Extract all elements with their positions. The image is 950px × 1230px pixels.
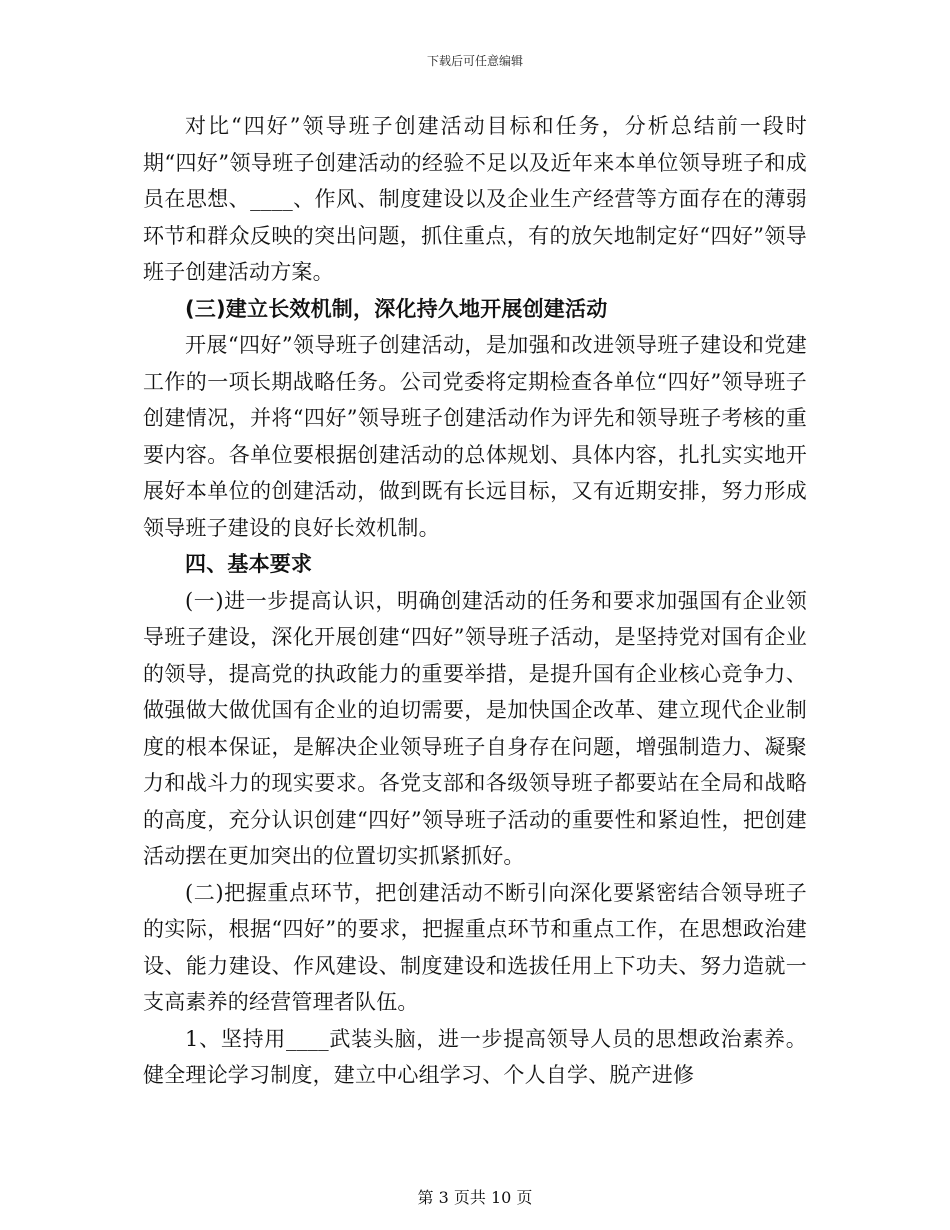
document-body xyxy=(143,108,807,1094)
section-heading-long-term-mechanism: (三)建立长效机制，深化持久地开展创建活动 xyxy=(185,296,608,321)
page-footer: 第 3 页共 10 页 xyxy=(417,1188,533,1207)
paragraph-key-links: (二)把握重点环节，把创建活动不断引向深化要紧密结合领导班子的实际，根据“四好”的要求，把握重点环节和重点工作，在思想政治建设、能力建设、作风建设、制度建设和选拔任用上下功夫、努力造就一支高素养的经营管理者队伍。 xyxy=(143,880,807,1014)
page-header: 下载后可任意编辑 xyxy=(426,54,523,68)
paragraph-raise-awareness: (一)进一步提高认识，明确创建活动的任务和要求加强国有企业领导班子建设，深化开展创建“四好”领导班子活动，是坚持党对国有企业的领导，提高党的执政能力的重要举措，是提升国有企业核心竞争力、做强做大做优国有企业的迫切需要，是加快国企改革、建立现代企业制度的根本保证，是解决企业领导班子自身存在问题，增强制造力、凝聚力和战斗力的现实要求。各党支部和各级领导班子都要站在全局和战略的高度，充分认识创建“四好”领导班子活动的重要性和紧迫性，把创建活动摆在更加突出的位置切实抓紧抓好。 xyxy=(143,588,807,868)
paragraph-item-1: 1、坚持用____武装头脑，进一步提高领导人员的思想政治素养。健全理论学习制度，建立中心组学习、个人自学、脱产进修 xyxy=(143,1026,807,1087)
paragraph-plan: 对比“四好”领导班子创建活动目标和任务，分析总结前一段时期“四好”领导班子创建活动的经验不足以及近年来本单位领导班子和成员在思想、____、作风、制度建设以及企业生产经营等方面存在的薄弱环节和群众反映的突出问题，抓住重点，有的放矢地制定好“四好”领导班子创建活动方案。 xyxy=(143,114,807,284)
section-heading-basic-requirements: 四、基本要求 xyxy=(185,552,313,576)
paragraph-long-term-task: 开展“四好”领导班子创建活动，是加强和改进领导班子建设和党建工作的一项长期战略任务。公司党委将定期检查各单位“四好”领导班子创建情况，并将“四好”领导班子创建活动作为评先和领导班子考核的重要内容。各单位要根据创建活动的总体规划、具体内容，扎扎实实地开展好本单位的创建活动，做到既有长远目标，又有近期安排，努力形成领导班子建设的良好长效机制。 xyxy=(143,333,807,540)
